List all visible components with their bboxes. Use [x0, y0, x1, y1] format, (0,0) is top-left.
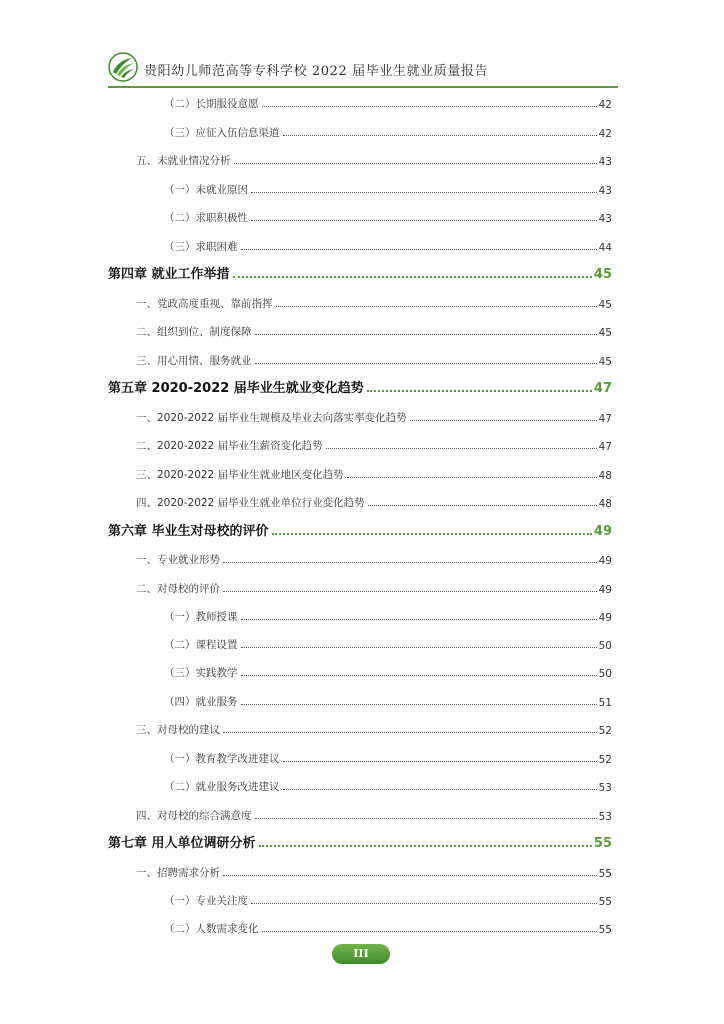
dot-leader — [276, 305, 597, 307]
toc-page-number: 55 — [593, 836, 612, 851]
dot-leader — [234, 162, 597, 164]
toc-entry[interactable] — [108, 492, 612, 510]
toc-entry[interactable] — [108, 578, 612, 596]
toc-entry-title: 五、未就业情况分析 — [136, 155, 231, 167]
toc-page-number: 50 — [598, 640, 612, 652]
dot-leader — [367, 389, 592, 392]
toc-entry[interactable] — [108, 862, 612, 880]
toc-page-number: 53 — [598, 782, 612, 794]
toc-entry[interactable] — [108, 122, 612, 140]
toc-entry-title: 三、用心用情、服务就业 — [136, 355, 252, 367]
toc-entry-title: （二）课程设置 — [164, 639, 238, 651]
toc-entry[interactable] — [108, 634, 612, 652]
dot-leader — [255, 817, 597, 819]
toc-entry-title: （二）人数需求变化 — [164, 923, 259, 935]
dot-leader — [255, 362, 597, 364]
dot-leader — [347, 476, 597, 478]
toc-page-number: 55 — [598, 896, 612, 908]
toc-page-number: 52 — [598, 754, 612, 766]
dot-leader — [241, 248, 597, 250]
toc-entry-title: 一、党政高度重视、靠前指挥 — [136, 298, 273, 310]
toc-entry-title: 四、对母校的综合满意度 — [136, 810, 252, 822]
toc-page-number: 49 — [598, 584, 612, 596]
toc-entry-title: （一）教育教学改进建议 — [164, 753, 280, 765]
toc-entry-title: 一、专业就业形势 — [136, 554, 220, 566]
toc-page-number: 52 — [598, 725, 612, 737]
dot-leader — [262, 105, 597, 107]
toc-page-number: 55 — [598, 924, 612, 936]
toc-page-number: 43 — [598, 213, 612, 225]
toc-entry[interactable] — [108, 464, 612, 482]
toc-entry-title: 二、2020-2022 届毕业生薪资变化趋势 — [136, 440, 323, 452]
dot-leader — [241, 674, 597, 676]
toc-entry-title: （三）实践教学 — [164, 667, 238, 679]
dot-leader — [251, 219, 597, 221]
toc-entry-title: （一）教师授课 — [164, 611, 238, 623]
toc-entry-title: 第五章 2020-2022 届毕业生就业变化趋势 — [108, 381, 364, 396]
toc-entry[interactable] — [108, 435, 612, 453]
toc-entry-title: （一）未就业原因 — [164, 184, 248, 196]
toc-entry[interactable] — [108, 776, 612, 794]
school-logo-icon — [108, 52, 138, 82]
toc-entry-title: （三）应征入伍信息渠道 — [164, 127, 280, 139]
toc-entry[interactable] — [108, 293, 612, 311]
toc-page-number: 43 — [598, 185, 612, 197]
dot-leader — [241, 703, 597, 705]
dot-leader — [251, 902, 597, 904]
dot-leader — [233, 275, 592, 278]
toc-entry-title: 三、对母校的建议 — [136, 724, 220, 736]
toc-page-number: 49 — [598, 555, 612, 567]
toc-entry-title: （二）长期服役意愿 — [164, 98, 259, 110]
dot-leader — [223, 731, 597, 733]
toc-page-number: 43 — [598, 156, 612, 168]
dot-leader — [223, 874, 597, 876]
dot-leader — [262, 930, 597, 932]
dot-leader — [241, 618, 597, 620]
toc-entry[interactable] — [108, 549, 612, 567]
dot-leader — [223, 561, 597, 563]
toc-entry[interactable] — [108, 662, 612, 680]
dot-leader — [255, 333, 597, 335]
toc-entry-title: 第七章 用人单位调研分析 — [108, 836, 256, 851]
toc-entry[interactable] — [108, 207, 612, 225]
toc-page-number: 55 — [598, 868, 612, 880]
toc-entry[interactable] — [108, 606, 612, 624]
toc-page-number: 49 — [598, 612, 612, 624]
toc-page-number: 47 — [593, 381, 612, 396]
toc-entry[interactable] — [108, 691, 612, 709]
toc-page-number: 50 — [598, 668, 612, 680]
toc-page-number: 47 — [598, 413, 612, 425]
toc-entry[interactable] — [108, 719, 612, 737]
dot-leader — [283, 760, 597, 762]
toc-entry-title: 二、组织到位、制度保障 — [136, 326, 252, 338]
dot-leader — [241, 646, 597, 648]
dot-leader — [326, 447, 597, 449]
dot-leader — [223, 590, 597, 592]
toc-entry-title: 四、2020-2022 届毕业生就业单位行业变化趋势 — [136, 497, 365, 509]
toc-page-number: 45 — [598, 299, 612, 311]
report-title: 贵阳幼儿师范高等专科学校 2022 届毕业生就业质量报告 — [144, 64, 489, 79]
toc-page-number: 51 — [598, 697, 612, 709]
toc-entry-title: （三）求职困难 — [164, 241, 238, 253]
toc-entry-title: 一、2020-2022 届毕业生规模及毕业去向落实率变化趋势 — [136, 412, 407, 424]
toc-entry-title: （一）专业关注度 — [164, 895, 248, 907]
dot-leader — [259, 844, 592, 847]
toc-entry-title: （二）求职积极性 — [164, 212, 248, 224]
toc-page-number: 44 — [598, 242, 612, 254]
toc-entry[interactable] — [108, 407, 612, 425]
toc-entry[interactable] — [108, 150, 612, 168]
toc-entry-title: 三、2020-2022 届毕业生就业地区变化趋势 — [136, 469, 344, 481]
toc-page-number: 45 — [598, 327, 612, 339]
toc-chapter-entry[interactable] — [108, 264, 612, 282]
toc-entry[interactable] — [108, 236, 612, 254]
toc-page-number: 53 — [598, 811, 612, 823]
dot-leader — [283, 134, 597, 136]
toc-page-number: 49 — [593, 524, 612, 539]
toc-entry[interactable] — [108, 890, 612, 908]
toc-entry-title: 第四章 就业工作举措 — [108, 267, 230, 282]
toc-entry-title: 第六章 毕业生对母校的评价 — [108, 524, 269, 539]
toc-entry[interactable] — [108, 918, 612, 936]
toc-entry-title: （二）就业服务改进建议 — [164, 781, 280, 793]
toc-page-number: 47 — [598, 441, 612, 453]
dot-leader — [368, 504, 597, 506]
toc-entry[interactable] — [108, 805, 612, 823]
toc-page-number: 48 — [598, 470, 612, 482]
toc-entry[interactable] — [108, 179, 612, 197]
toc-entry-title: （四）就业服务 — [164, 696, 238, 708]
toc-entry[interactable] — [108, 321, 612, 339]
toc-page-number: 48 — [598, 498, 612, 510]
header-divider — [108, 86, 618, 88]
dot-leader — [251, 191, 597, 193]
dot-leader — [283, 788, 597, 790]
page-header — [108, 52, 618, 86]
dot-leader — [272, 532, 592, 535]
toc-page-number: 42 — [598, 99, 612, 111]
toc-entry[interactable] — [108, 93, 612, 111]
toc-entry[interactable] — [108, 350, 612, 368]
toc-chapter-entry[interactable] — [108, 521, 612, 539]
page-number-badge: III — [332, 944, 390, 964]
toc-entry[interactable] — [108, 748, 612, 766]
dot-leader — [410, 419, 597, 421]
toc-entry-title: 一、招聘需求分析 — [136, 867, 220, 879]
toc-entry-title: 二、对母校的评价 — [136, 583, 220, 595]
toc-page-number: 42 — [598, 128, 612, 140]
toc-chapter-entry[interactable] — [108, 833, 612, 851]
toc-chapter-entry[interactable] — [108, 378, 612, 396]
toc-page-number: 45 — [593, 267, 612, 282]
toc-page-number: 45 — [598, 356, 612, 368]
